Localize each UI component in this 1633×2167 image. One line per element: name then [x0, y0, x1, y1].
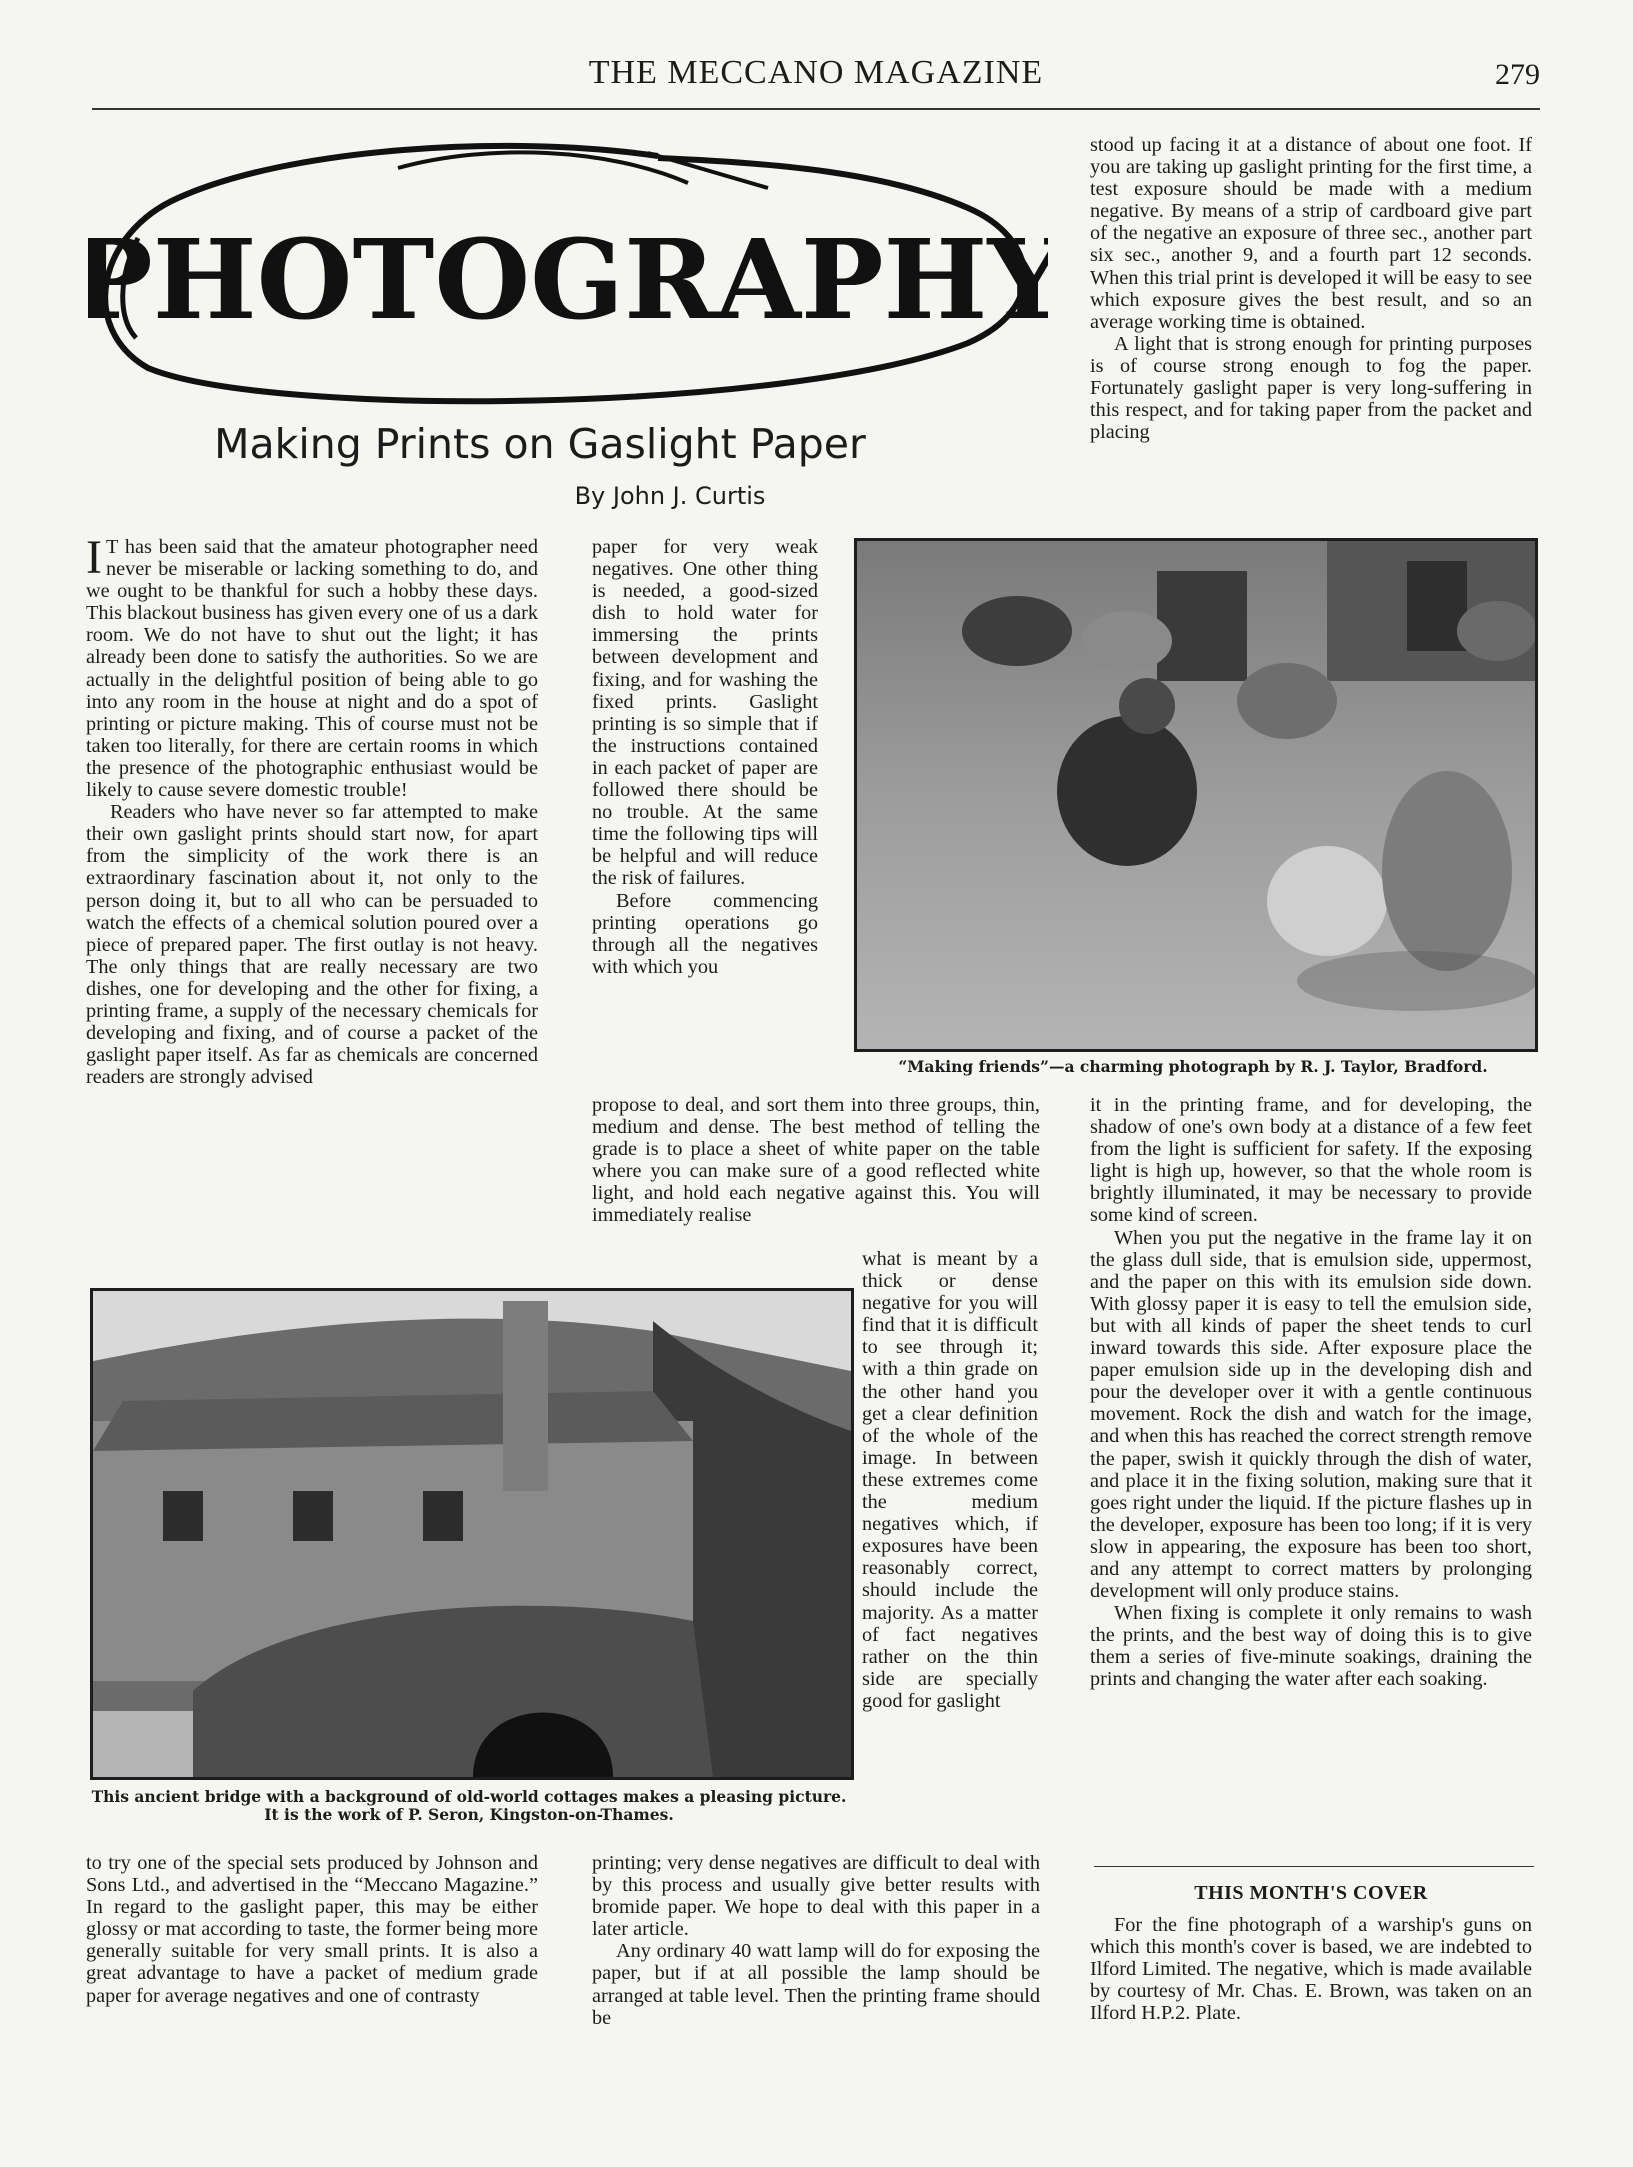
- photography-logo: [88, 128, 1048, 418]
- photo-making-friends: [854, 538, 1538, 1052]
- article-byline: By John J. Curtis: [574, 482, 766, 510]
- column-2-mid: [592, 1094, 1040, 1227]
- column-3-top: [1090, 134, 1532, 443]
- paragraph: stood up facing it at a distance of about one foot. If you are taking up gaslight printing for the first time, a test exposure should be made with a medium negative. By means of a strip of cardboard give part of the negative an exposure of three sec., another part six sec., another 9, and a fourth part 12 seconds. When this trial print is developed it will be easy to see which exposure gives the best result, and so an average working time is obtained.: [1090, 134, 1532, 333]
- logo-text: PHOTOGRAPHY: [88, 215, 1048, 344]
- logo-swoosh-icon: [88, 128, 1048, 418]
- paragraph: [86, 531, 538, 802]
- caption-line: This ancient bridge with a background of old-world cottages makes a pleasing picture.: [91, 1787, 847, 1806]
- column-2-narrow: [862, 1248, 1038, 1712]
- paragraph: When fixing is complete it only remains to wash the prints, and the best way of doing this is to give them a series of five-minute soakings, draining the prints and changing the water after each soaking.: [1090, 1602, 1532, 1691]
- paragraph: A light that is strong enough for printing purposes is of course strong enough to fog the paper. Fortunately gaslight paper is very long-suffering in this respect, and for taking paper from the packet and placing: [1090, 332, 1532, 444]
- paragraph: paper for very weak negatives. One other thing is needed, a good-sized dish to hold water for immersing the prints between development and fixing, and for washing the fixed prints. Gaslight printing is so simple that if the instructions contained in each packet of paper are followed there should be no trouble. At the same time the following tips will be helpful and will reduce the risk of failures.: [592, 536, 818, 890]
- cover-box-text: [1090, 1914, 1532, 2024]
- caption-making-friends: “Making friends”—a charming photograph by R. J. Taylor, Bradford.: [898, 1057, 1488, 1076]
- paragraph: it in the printing frame, and for developing, the shadow of one's own body at a distance of a few feet from the light is sufficient for safety. If the exposing light is high up, however, so that the whole room is brightly illuminated, it may be necessary to provide some kind of screen.: [1090, 1094, 1532, 1227]
- column-3-lower: [1090, 1094, 1532, 1691]
- page-number: 279: [1495, 58, 1540, 91]
- paragraph: what is meant by a thick or dense negative for you will find that it is difficult to see through it; with a thin grade on the other hand you get a clear definition of the whole of the image. In between these extremes come the medium negatives which, if exposures have been reasonably correct, should include the majority. As a matter of fact negatives rather on the thin side are specially good for gaslight: [862, 1248, 1038, 1712]
- paragraph: For the fine photograph of a warship's guns on which this month's cover is based, we are indebted to Ilford Limited. The negative, which is made available by courtesy of Mr. Chas. E. Brown, was taken on an Ilford H.P.2. Plate.: [1090, 1914, 1532, 2025]
- column-1-bottom: [86, 1852, 538, 2007]
- paragraph: printing; very dense negatives are difficult to deal with by this process and usually give better results with bromide paper. We hope to deal with this paper in a later article.: [592, 1852, 1040, 1941]
- paragraph: to try one of the special sets produced by Johnson and Sons Ltd., and advertised in the “Meccano Magazine.” In regard to the gaslight paper, this may be either glossy or mat according to taste, the former being more generally suitable for very small prints. It is also a great advantage to have a packet of medium grade paper for average negatives and one of contrasty: [86, 1852, 538, 2007]
- hens-photo-icon: [857, 541, 1535, 1049]
- caption-ancient-bridge: [90, 1788, 848, 1824]
- article-title: Making Prints on Gaslight Paper: [214, 420, 866, 468]
- drop-cap: I: [86, 531, 102, 584]
- cover-box-rule: [1094, 1866, 1534, 1867]
- paragraph: When you put the negative in the frame lay it on the glass dull side, that is emulsion side, uppermost, and the paper on this with its emulsion side down. With glossy paper it is easy to tell the emulsion side, but with all kinds of paper the sheet tends to curl inward towards this side. After exposure place the paper emulsion side up in the developing dish and pour the developer over it with a gentle continuous movement. Rock the dish and watch for the image, and when this has reached the correct strength remove the paper, swish it quickly through the dish of water, and place it in the fixing solution, making sure that it goes right under the liquid. If the picture flashes up in the developer, exposure has been too long; if it is very slow in appearing, the exposure has been too short, and any attempt to correct matters by prolonging development will only produce stains.: [1090, 1226, 1532, 1603]
- paragraph: Any ordinary 40 watt lamp will do for exposing the paper, but if at all possible the lamp should be arranged at table level. Then the printing frame should be: [592, 1940, 1040, 2029]
- paragraph: Readers who have never so far attempted to make their own gaslight prints should start now, for apart from the simplicity of the work there is an extraordinary fascination about it, not only to the person doing it, but to all who can be persuaded to watch the effects of a chemical solution poured over a piece of prepared paper. The first outlay is not heavy. The only things that are really necessary are two dishes, one for developing and the other for fixing, a printing frame, a supply of the necessary chemicals for developing and fixing, and of course a packet of the gaslight paper itself. As far as chemicals are concerned readers are strongly advised: [86, 801, 538, 1089]
- photo-ancient-bridge: [90, 1288, 854, 1780]
- cover-box-heading: THIS MONTH'S COVER: [1194, 1882, 1428, 1904]
- column-2-bottom: [592, 1852, 1040, 2029]
- bridge-photo-icon: [93, 1291, 851, 1777]
- page-header: [92, 52, 1540, 110]
- paragraph: Before commencing printing operations go through all the negatives with which you: [592, 889, 818, 978]
- magazine-title: THE MECCANO MAGAZINE: [588, 54, 1044, 91]
- paragraph: propose to deal, and sort them into three groups, thin, medium and dense. The best method of telling the grade is to place a sheet of white paper on the table where you can make sure of a good reflected white light, and hold each negative against this. You will immediately realise: [592, 1094, 1040, 1227]
- column-2-top: [592, 536, 818, 978]
- column-1-top: [86, 531, 538, 1089]
- caption-line: It is the work of P. Seron, Kingston-on-Thames.: [264, 1805, 674, 1824]
- paragraph-text: T has been said that the amateur photographer need never be miserable or lacking something to do, and we ought to be thankful for such a hobby these days. This blackout business has given every one of us a dark room. We do not have to shut out the light; it has already been done to satisfy the authorities. So we are actually in the delightful position of being able to go into any room in the house at night and do a spot of printing or picture making. This of course must not be taken too literally, for there are certain rooms in which the presence of the photographic enthusiast would be likely to cause severe domestic trouble!: [86, 536, 538, 802]
